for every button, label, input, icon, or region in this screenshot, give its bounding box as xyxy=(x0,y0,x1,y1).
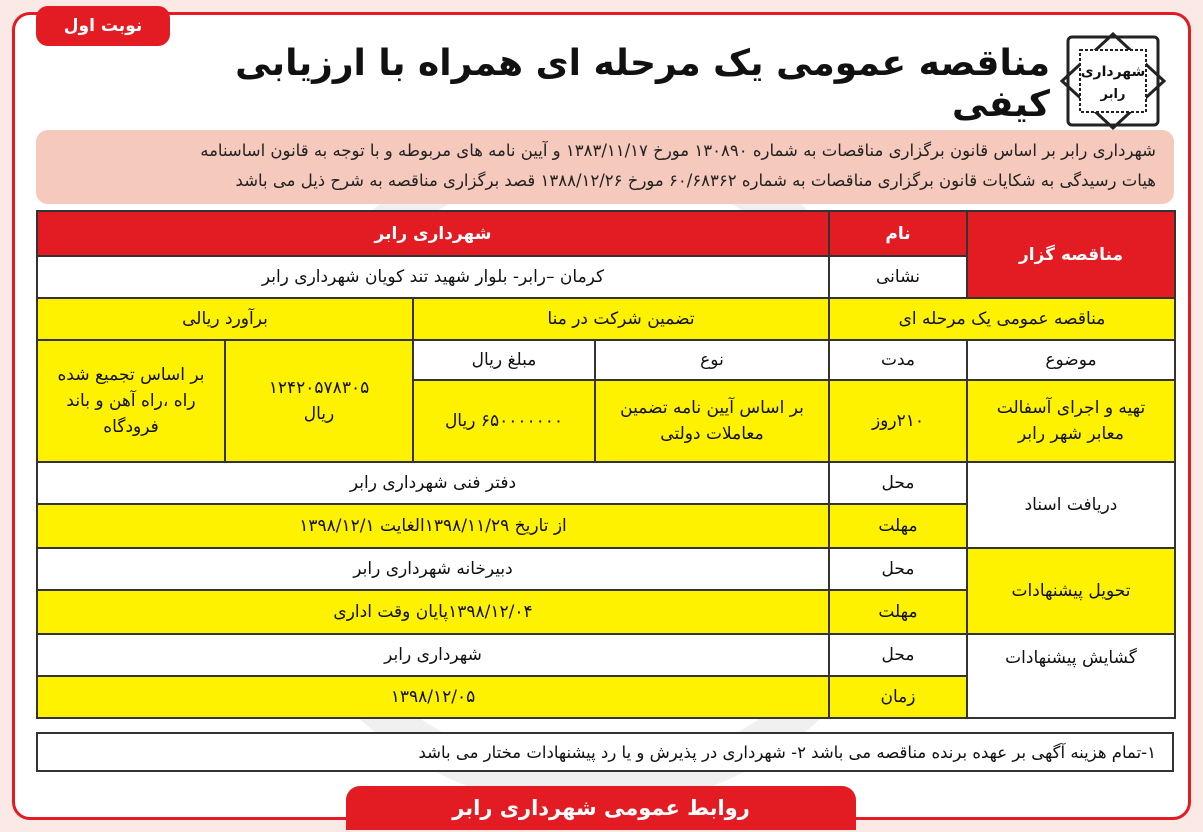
opening-label: گشایش پیشنهادات xyxy=(967,634,1175,718)
name-value: شهرداری رابر xyxy=(37,211,829,256)
name-label: نام xyxy=(829,211,967,256)
tenderer-label: مناقصه گزار xyxy=(967,211,1175,298)
intro-paragraph xyxy=(36,130,1174,204)
submit-place: دبیرخانه شهرداری رابر xyxy=(37,548,829,590)
submit-place-label: محل xyxy=(829,548,967,590)
submit-label: تحویل پیشنهادات xyxy=(967,548,1175,634)
guarantee-amount: ۶۵۰۰۰۰۰۰۰ ریال xyxy=(413,380,595,462)
tender-type: مناقصه عمومی یک مرحله ای xyxy=(829,298,1175,340)
issue-badge: نوبت اول xyxy=(36,6,170,46)
logo-text-2: رابر xyxy=(1100,87,1126,102)
guarantee-type: بر اساس آیین نامه تضمین معاملات دولتی xyxy=(595,380,829,462)
type-label: نوع xyxy=(595,340,829,380)
opening-time-label: زمان xyxy=(829,676,967,718)
tender-table xyxy=(36,210,1176,719)
duration-value: ۲۱۰روز xyxy=(829,380,967,462)
address-label: نشانی xyxy=(829,256,967,298)
estimate-value-cell xyxy=(225,340,413,462)
footer-banner: روابط عمومی شهرداری رابر xyxy=(346,786,856,830)
opening-place-label: محل xyxy=(829,634,967,676)
estimate-unit: ریال xyxy=(303,404,335,424)
receive-docs-label: دریافت اسناد xyxy=(967,462,1175,548)
submit-deadline: ۱۳۹۸/۱۲/۰۴پایان وقت اداری xyxy=(37,590,829,634)
opening-time: ۱۳۹۸/۱۲/۰۵ xyxy=(37,676,829,718)
subject-value: تهیه و اجرای آسفالت معابر شهر رابر xyxy=(967,380,1175,462)
notes: ۱-تمام هزینه آگهی بر عهده برنده مناقصه می باشد ۲- شهرداری در پذیرش و یا رد پیشنهادات مختار می باشد xyxy=(36,732,1174,772)
intro-line-2: هیات رسیدگی به شکایات قانون برگزاری مناقصات به شماره ۶۰/۶۸۳۶۲ مورخ ۱۳۸۸/۱۲/۲۶ قصد برگزاری مناقصه به شرح ذیل می باشد xyxy=(235,171,1156,190)
intro-line-1: شهرداری رابر بر اساس قانون برگزاری مناقصات به شماره ۱۳۰۸۹۰ مورخ ۱۳۸۳/۱۱/۱۷ و آیین نامه های مربوطه و با توجه به قانون اساسنامه xyxy=(200,141,1156,160)
receive-deadline: از تاریخ ۱۳۹۸/۱۱/۲۹الغایت ۱۳۹۸/۱۲/۱ xyxy=(37,504,829,548)
estimate-value: ۱۲۴۲۰۵۷۸۳۰۵ xyxy=(268,378,370,398)
duration-label: مدت xyxy=(829,340,967,380)
guarantee-header: تضمین شرکت در منا xyxy=(413,298,829,340)
receive-place: دفتر فنی شهرداری رابر xyxy=(37,462,829,504)
opening-place: شهرداری رابر xyxy=(37,634,829,676)
address-value: کرمان –رابر- بلوار شهید تند کویان شهرداری رابر xyxy=(37,256,829,298)
receive-place-label: محل xyxy=(829,462,967,504)
municipality-logo xyxy=(1058,32,1168,130)
municipality-seal-icon xyxy=(1058,32,1168,130)
page-title: مناقصه عمومی یک مرحله ای همراه با ارزیابی کیفی xyxy=(235,43,1050,125)
submit-deadline-label: مهلت xyxy=(829,590,967,634)
logo-text-1: شهرداری xyxy=(1080,64,1146,80)
subject-label: موضوع xyxy=(967,340,1175,380)
amount-label: مبلغ ریال xyxy=(413,340,595,380)
estimate-header: برآورد ریالی xyxy=(37,298,413,340)
estimate-basis: بر اساس تجمیع شده راه ،راه آهن و باند فرودگاه xyxy=(37,340,225,462)
receive-deadline-label: مهلت xyxy=(829,504,967,548)
